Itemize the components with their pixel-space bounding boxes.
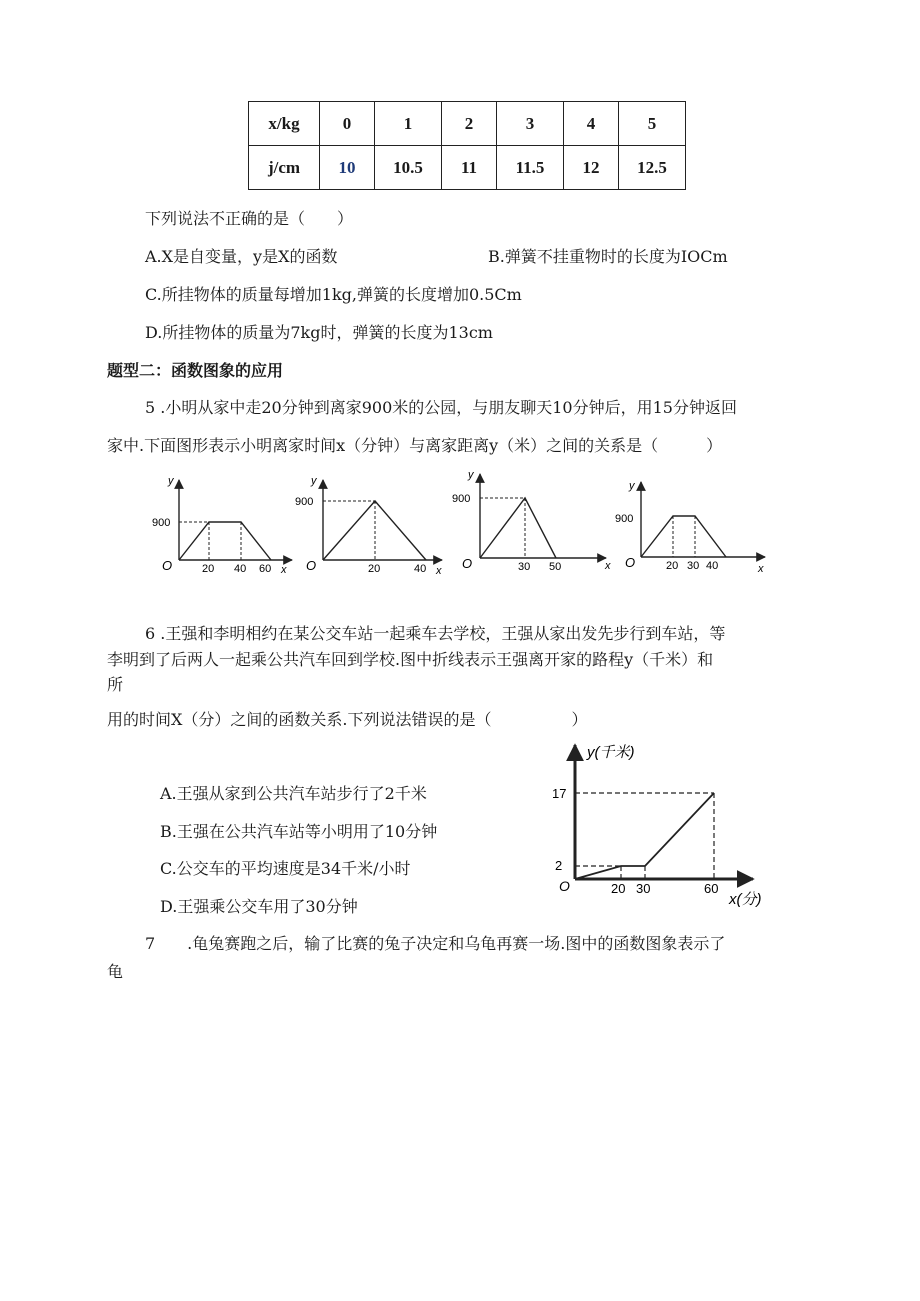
tick-40: 40: [234, 563, 247, 575]
q6-line-1: 6 .王强和李明相约在某公交车站一起乘车去学校，王强从家出发先步行到车站，等: [145, 624, 726, 643]
tick-20: 20: [202, 563, 215, 575]
table-cell: 12: [564, 146, 619, 190]
q4-option-c: C.所挂物体的质量每增加1kg,弹簧的长度增加0.5Cm: [145, 285, 522, 304]
q4-option-b: B.弹簧不挂重物时的长度为IOCm: [488, 247, 728, 266]
graph-line: [480, 498, 556, 558]
q6-option-d: D.王强乘公交车用了30分钟: [160, 897, 358, 916]
tick-30: 30: [518, 561, 531, 573]
tick-20: 20: [611, 881, 626, 896]
origin-label: O: [162, 558, 173, 573]
q5-graph-a: [150, 472, 300, 578]
tick-17: 17: [552, 786, 567, 801]
tick-20: 20: [368, 563, 381, 575]
q6-line-2: 李明到了后两人一起乘公共汽车回到学校.图中折线表示王强离开家的路程y（千米）和: [107, 650, 714, 669]
q6-line-4: 用的时间X（分）之间的函数关系.下列说法错误的是（ ）: [107, 710, 588, 729]
section-title: 题型二：函数图象的应用: [107, 361, 284, 380]
tick-40: 40: [706, 560, 719, 572]
y-label: y: [311, 475, 317, 487]
table-cell: 0: [320, 102, 375, 146]
q7-line-1: 7 .龟兔赛跑之后，输了比赛的兔子决定和乌龟再赛一场.图中的函数图象表示了: [145, 934, 726, 953]
q7-line-2: 龟: [107, 962, 124, 981]
x-axis-label: x(分): [729, 891, 762, 908]
table-header-x: x/kg: [249, 102, 320, 146]
tick-30: 30: [687, 560, 700, 572]
y-label: y: [468, 469, 474, 481]
table-cell: 11: [442, 146, 497, 190]
tick-900: 900: [152, 517, 171, 529]
tick-900: 900: [452, 493, 471, 505]
tick-60: 60: [259, 563, 272, 575]
q6-option-b: B.王强在公共汽车站等小明用了10分钟: [160, 822, 438, 841]
x-label: x: [436, 565, 442, 577]
graph-line: [179, 522, 271, 560]
y-label: y: [629, 480, 635, 492]
table-header-y: j/cm: [249, 146, 320, 190]
table-cell: 11.5: [497, 146, 564, 190]
x-label: x: [281, 564, 287, 576]
table-row-y: [249, 146, 686, 190]
y-label: y: [168, 475, 174, 487]
q6-option-a: A.王强从家到公共汽车站步行了2千米: [160, 784, 427, 803]
table-cell: 12.5: [619, 146, 686, 190]
spring-data-table: [248, 101, 686, 190]
q4-option-a: A.X是自变量，y是X的函数: [145, 247, 338, 266]
q5-line-2: 家中.下面图形表示小明离家时间x（分钟）与离家距离y（米）之间的关系是（ ）: [107, 436, 723, 455]
table-cell: 4: [564, 102, 619, 146]
q5-graph-c: [450, 468, 620, 578]
table-cell: 2: [442, 102, 497, 146]
x-label: x: [758, 563, 764, 575]
q6-graph: [545, 735, 785, 915]
tick-900: 900: [615, 513, 634, 525]
table-cell: 3: [497, 102, 564, 146]
origin-label: O: [625, 555, 636, 570]
x-label: x: [605, 560, 611, 572]
origin-label: O: [462, 556, 473, 571]
tick-900: 900: [295, 496, 314, 508]
graph-line: [641, 516, 726, 557]
tick-50: 50: [549, 561, 562, 573]
q5-graph-b: [290, 472, 450, 578]
q5-line-1: 5 .小明从家中走20分钟到离家900米的公园，与朋友聊天10分钟后，用15分钟返回: [145, 398, 737, 417]
y-axis-label: y(千米): [587, 744, 635, 761]
tick-20: 20: [666, 560, 679, 572]
q4-stem: 下列说法不正确的是（ ）: [145, 209, 354, 228]
origin-label: O: [306, 558, 317, 573]
tick-40: 40: [414, 563, 427, 575]
table-cell: 10: [320, 146, 375, 190]
table-cell: 10.5: [375, 146, 442, 190]
table-cell: 1: [375, 102, 442, 146]
q5-graph-d: [615, 478, 770, 578]
q6-line-3: 所: [107, 675, 124, 694]
q6-option-c: C.公交车的平均速度是34千米/小时: [160, 859, 411, 878]
tick-2: 2: [555, 858, 563, 873]
origin-label: O: [559, 878, 570, 894]
table-cell: 5: [619, 102, 686, 146]
q4-option-d: D.所挂物体的质量为7kg时，弹簧的长度为13cm: [145, 323, 493, 342]
tick-60: 60: [704, 881, 719, 896]
table-row-x: [249, 102, 686, 146]
tick-30: 30: [636, 881, 651, 896]
